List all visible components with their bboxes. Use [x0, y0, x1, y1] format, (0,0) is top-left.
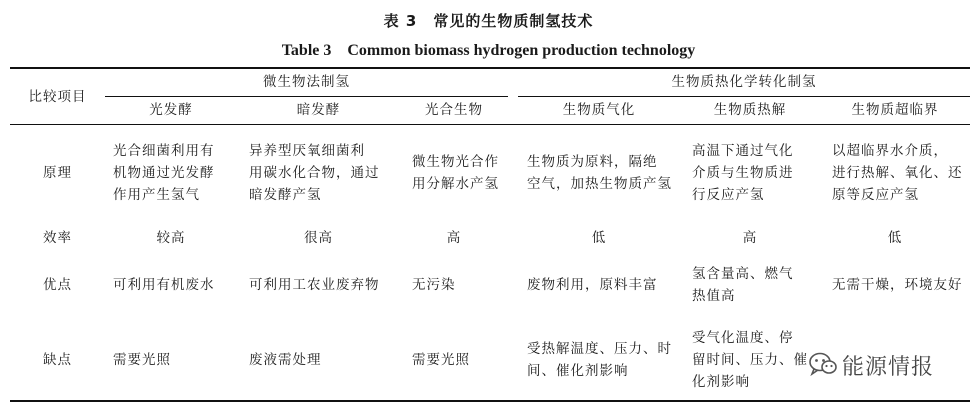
table-cell: 氢含量高、燃气 热值高: [692, 266, 794, 304]
wechat-icon: [808, 351, 838, 381]
table-cell: 生物质为原料，隔绝 空气，加热生物质产氢: [527, 154, 672, 192]
table-cell: 可利用工农业废弃物: [249, 277, 380, 293]
header-group-thermo: 生物质热化学转化制氢: [671, 74, 817, 90]
table-cell: 高: [742, 230, 758, 246]
column-header: 光合生物: [425, 102, 483, 118]
table-cell: 光合细菌利用有 机物通过光发酵 作用产生氢气: [113, 143, 215, 203]
table-cell: 低: [887, 230, 903, 246]
table-cell: 异养型厌氧细菌利 用碳水化合物，通过 暗发酵产氢: [249, 143, 380, 203]
column-header: 光发酵: [149, 102, 193, 118]
bottom-rule: [10, 400, 970, 402]
table-cell: 废液需处理: [249, 352, 322, 368]
header-group-micro: 微生物法制氢: [263, 74, 350, 90]
group-rule-thermo: [518, 96, 970, 97]
table-cell: 很高: [304, 230, 333, 246]
table-cell: 废物利用，原料丰富: [527, 277, 658, 293]
column-header: 生物质超临界: [851, 102, 939, 118]
table-cell: 较高: [156, 230, 186, 246]
row-label: 原理: [43, 165, 72, 181]
table-cell: 受气化温度、停 留时间、压力、催 化剂影响: [692, 330, 808, 390]
table-cell: 需要光照: [113, 352, 171, 368]
row-label: 缺点: [43, 352, 72, 368]
table-cell: 可利用有机废水: [113, 277, 215, 293]
column-header: 暗发酵: [296, 102, 341, 118]
table-cell: 受热解温度、压力、时 间、催化剂影响: [527, 341, 672, 379]
header-bottom-rule: [10, 124, 970, 125]
column-header: 生物质气化: [562, 102, 636, 118]
table-cell: 高: [446, 230, 462, 246]
table-title-cn: 表 3 常见的生物质制氢技术: [383, 12, 594, 30]
table-title-en: Table 3 Common biomass hydrogen production technology: [281, 42, 696, 59]
row-label: 效率: [43, 230, 72, 246]
table-cell: 需要光照: [412, 352, 470, 368]
watermark-text: 能源情报: [842, 355, 935, 380]
column-header: 生物质热解: [713, 102, 787, 118]
header-compare-item: 比较项目: [28, 89, 87, 105]
table-cell: 低: [591, 230, 607, 246]
watermark: [808, 350, 934, 381]
group-rule-micro: [105, 96, 508, 97]
table-cell: 高温下通过气化 介质与生物质进 行反应产氢: [692, 143, 794, 203]
table-cell: 微生物光合作 用分解水产氢: [412, 154, 499, 192]
row-label: 优点: [43, 277, 72, 293]
table-cell: 无污染: [412, 277, 456, 293]
table-cell: 以超临界水介质， 进行热解、氧化、还 原等反应产氢: [832, 143, 963, 203]
table-cell: 无需干燥，环境友好: [832, 277, 963, 293]
top-rule: [10, 67, 970, 69]
